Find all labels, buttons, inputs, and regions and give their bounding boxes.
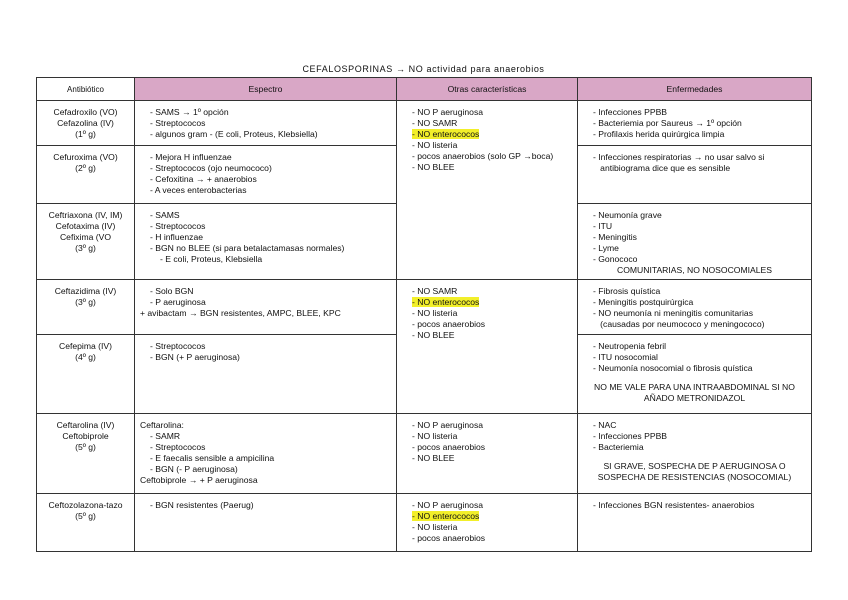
enfermedad-line: - Infecciones BGN resistentes- anaerobios [593,500,755,510]
antibiotic-name: Cefotaxima (IV) [55,221,116,231]
enfermedad-line: - Meningitis [593,232,637,242]
enfermedad-note: SOSPECHA DE RESISTENCIAS (NOSOCOMIAL) [597,472,792,482]
espectro-line: - algunos gram - (E coli, Proteus, Klebsiella) [150,129,318,139]
otras-line: - NO SAMR [412,118,458,128]
otras-line-highlighted [402,511,572,522]
enfermedad-line: - Meningitis postquirúrgica [593,297,694,307]
enfermedad-line: - NAC [593,420,617,430]
table-row [37,494,812,552]
espectro-line: - P aeruginosa [150,297,206,307]
enfermedades-cell [578,335,812,414]
enfermedad-line: - ITU [593,221,613,231]
document-title: CEFALOSPORINAS → NO actividad para anaerobios [302,64,545,74]
antibiotic-cell [37,280,135,335]
espectro-line: - Cefoxitina → + anaerobios [150,174,257,184]
antibiotic-generation: (1º g) [75,129,96,139]
espectro-cell [135,335,397,414]
espectro-line: - Streptococos [150,118,206,128]
otras-line-highlighted [402,129,572,140]
table-row [37,280,812,335]
antibiotic-generation: (4º g) [75,352,96,362]
otras-line: - NO listeria [412,308,458,318]
espectro-cell [135,101,397,146]
enfermedades-cell [578,280,812,335]
enfermedades-cell [578,101,812,146]
antibiotic-name: Ceftriaxona (IV, IM) [48,210,123,220]
enfermedad-line: - Neumonía nosocomial o fibrosis quística [593,363,753,373]
antibiotic-generation: (3º g) [75,243,96,253]
otras-line: - NO listeria [412,522,458,532]
header-antibiotico: Antibiótico [37,78,135,101]
antibiotic-cell [37,494,135,552]
otras-line: - NO SAMR [412,286,458,296]
antibiotic-name: Cefazolina (IV) [57,118,114,128]
espectro-line: + avibactam → BGN resistentes, AMPC, BLEE, KPC [140,308,341,318]
header-otras: Otras características [397,78,578,101]
highlight-mark: - NO enterococos [412,129,480,139]
header-enfermedades: Enfermedades [578,78,812,101]
espectro-line: - BGN (- P aeruginosa) [150,464,238,474]
espectro-line: - SAMS [150,210,180,220]
enfermedad-line: - Infecciones PPBB [593,431,668,441]
otras-line: - NO P aeruginosa [412,500,484,510]
otras-line: - pocos anaerobios [412,319,486,329]
otras-line: - NO BLEE [412,453,455,463]
enfermedad-line: - NO neumonía ni meningitis comunitarias [593,308,754,318]
antibiotic-generation: (3º g) [75,297,96,307]
espectro-line: - Streptococos [150,221,206,231]
espectro-line: - BGN (+ P aeruginosa) [150,352,240,362]
espectro-subline: - E coli, Proteus, Klebsiella [160,254,263,264]
antibiotic-name: Cefadroxilo (VO) [53,107,118,117]
antibiotic-cell [37,101,135,146]
enfermedades-cell [578,204,812,280]
enfermedad-line: - Bacteriemia por Saureus → 1º opción [593,118,742,128]
antibiotic-cell [37,335,135,414]
otras-line: - pocos anaerobios (solo GP →boca) [412,151,554,161]
espectro-line: - Streptococos [150,341,206,351]
antibiotic-generation: (5º g) [75,442,96,452]
antibiotic-cell [37,414,135,494]
otras-line: - pocos anaerobios [412,533,486,543]
antibiotic-generation: (5º g) [75,511,96,521]
antibiotic-name: Ceftobiprole [62,431,109,441]
header-espectro: Espectro [135,78,397,101]
otras-line: - pocos anaerobios [412,442,486,452]
espectro-line: - SAMR [150,431,181,441]
enfermedad-note: NO ME VALE PARA UNA INTRAABDOMINAL SI NO [594,382,795,392]
antibiotic-generation: (2º g) [75,163,96,173]
enfermedad-line: - Gonococo [593,254,638,264]
enfermedades-cell [578,414,812,494]
enfermedad-line: - Infecciones respiratorias → no usar salvo si [593,152,765,162]
otras-line-highlighted [402,297,572,308]
espectro-cell [135,494,397,552]
antibiotic-name: Ceftozolazona-tazo [48,500,123,510]
espectro-line: - A veces enterobacterias [150,185,247,195]
enfermedad-line: antibiograma dice que es sensible [593,163,731,173]
espectro-cell [135,280,397,335]
antibiotic-name: Ceftazidima (IV) [54,286,117,296]
antibiotic-cell [37,204,135,280]
enfermedades-cell [578,146,812,204]
antibiotic-name: Cefixima (VO [59,232,112,242]
antibiotic-name: Cefuroxima (VO) [53,152,118,162]
enfermedad-line: - Bacteriemia [593,442,644,452]
otras-line: - NO BLEE [412,330,455,340]
espectro-line: - SAMS → 1º opción [150,107,229,117]
antibiotic-name: Cefepima (IV) [58,341,112,351]
espectro-line: - E faecalis sensible a ampicilina [150,453,275,463]
otras-cell-group-2 [397,280,578,414]
otras-cell-group-1 [397,101,578,280]
espectro-line: - Solo BGN [150,286,194,296]
espectro-line: - Mejora H influenzae [150,152,232,162]
enfermedades-cell [578,494,812,552]
enfermedad-line: - Neumonía grave [593,210,662,220]
otras-line: - NO listeria [412,140,458,150]
espectro-cell [135,146,397,204]
otras-cell [397,414,578,494]
espectro-cell [135,414,397,494]
otras-cell [397,494,578,552]
enfermedad-line: - Profilaxis herida quirúrgica limpia [593,129,725,139]
enfermedad-note: AÑADO METRONIDAZOL [643,393,746,403]
espectro-line: - Streptococos [150,442,206,452]
highlight-mark: - NO enterococos [412,511,480,521]
enfermedad-line: (causadas por neumococo y meningococo) [593,319,765,329]
enfermedad-line: - Neutropenia febril [593,341,667,351]
header-row [37,78,812,101]
enfermedad-line: - Lyme [593,243,619,253]
espectro-line: - H influenzae [150,232,204,242]
otras-line: - NO P aeruginosa [412,420,484,430]
antibiotic-cell [37,146,135,204]
espectro-line: - BGN resistentes (Paerug) [150,500,254,510]
espectro-line: Ceftobiprole → + P aeruginosa [140,475,258,485]
enfermedad-line: - Infecciones PPBB [593,107,668,117]
otras-line: - NO P aeruginosa [412,107,484,117]
espectro-line: - Streptococos (ojo neumococo) [150,163,272,173]
highlight-mark: - NO enterococos [412,297,480,307]
cephalosporin-table [36,77,812,552]
otras-line: - NO BLEE [412,162,455,172]
enfermedad-line: - Fibrosis quística [593,286,661,296]
espectro-line: - BGN no BLEE (si para betalactamasas normales) [150,243,345,253]
otras-line: - NO listeria [412,431,458,441]
table-row [37,414,812,494]
espectro-heading: Ceftarolina: [140,420,184,430]
enfermedad-line: - ITU nosocomial [593,352,658,362]
table-row [37,101,812,146]
enfermedad-note: COMUNITARIAS, NO NOSOCOMIALES [616,265,773,275]
enfermedad-note: SI GRAVE, SOSPECHA DE P AERUGINOSA O [603,461,786,471]
espectro-cell [135,204,397,280]
antibiotic-name: Ceftarolina (IV) [56,420,115,430]
